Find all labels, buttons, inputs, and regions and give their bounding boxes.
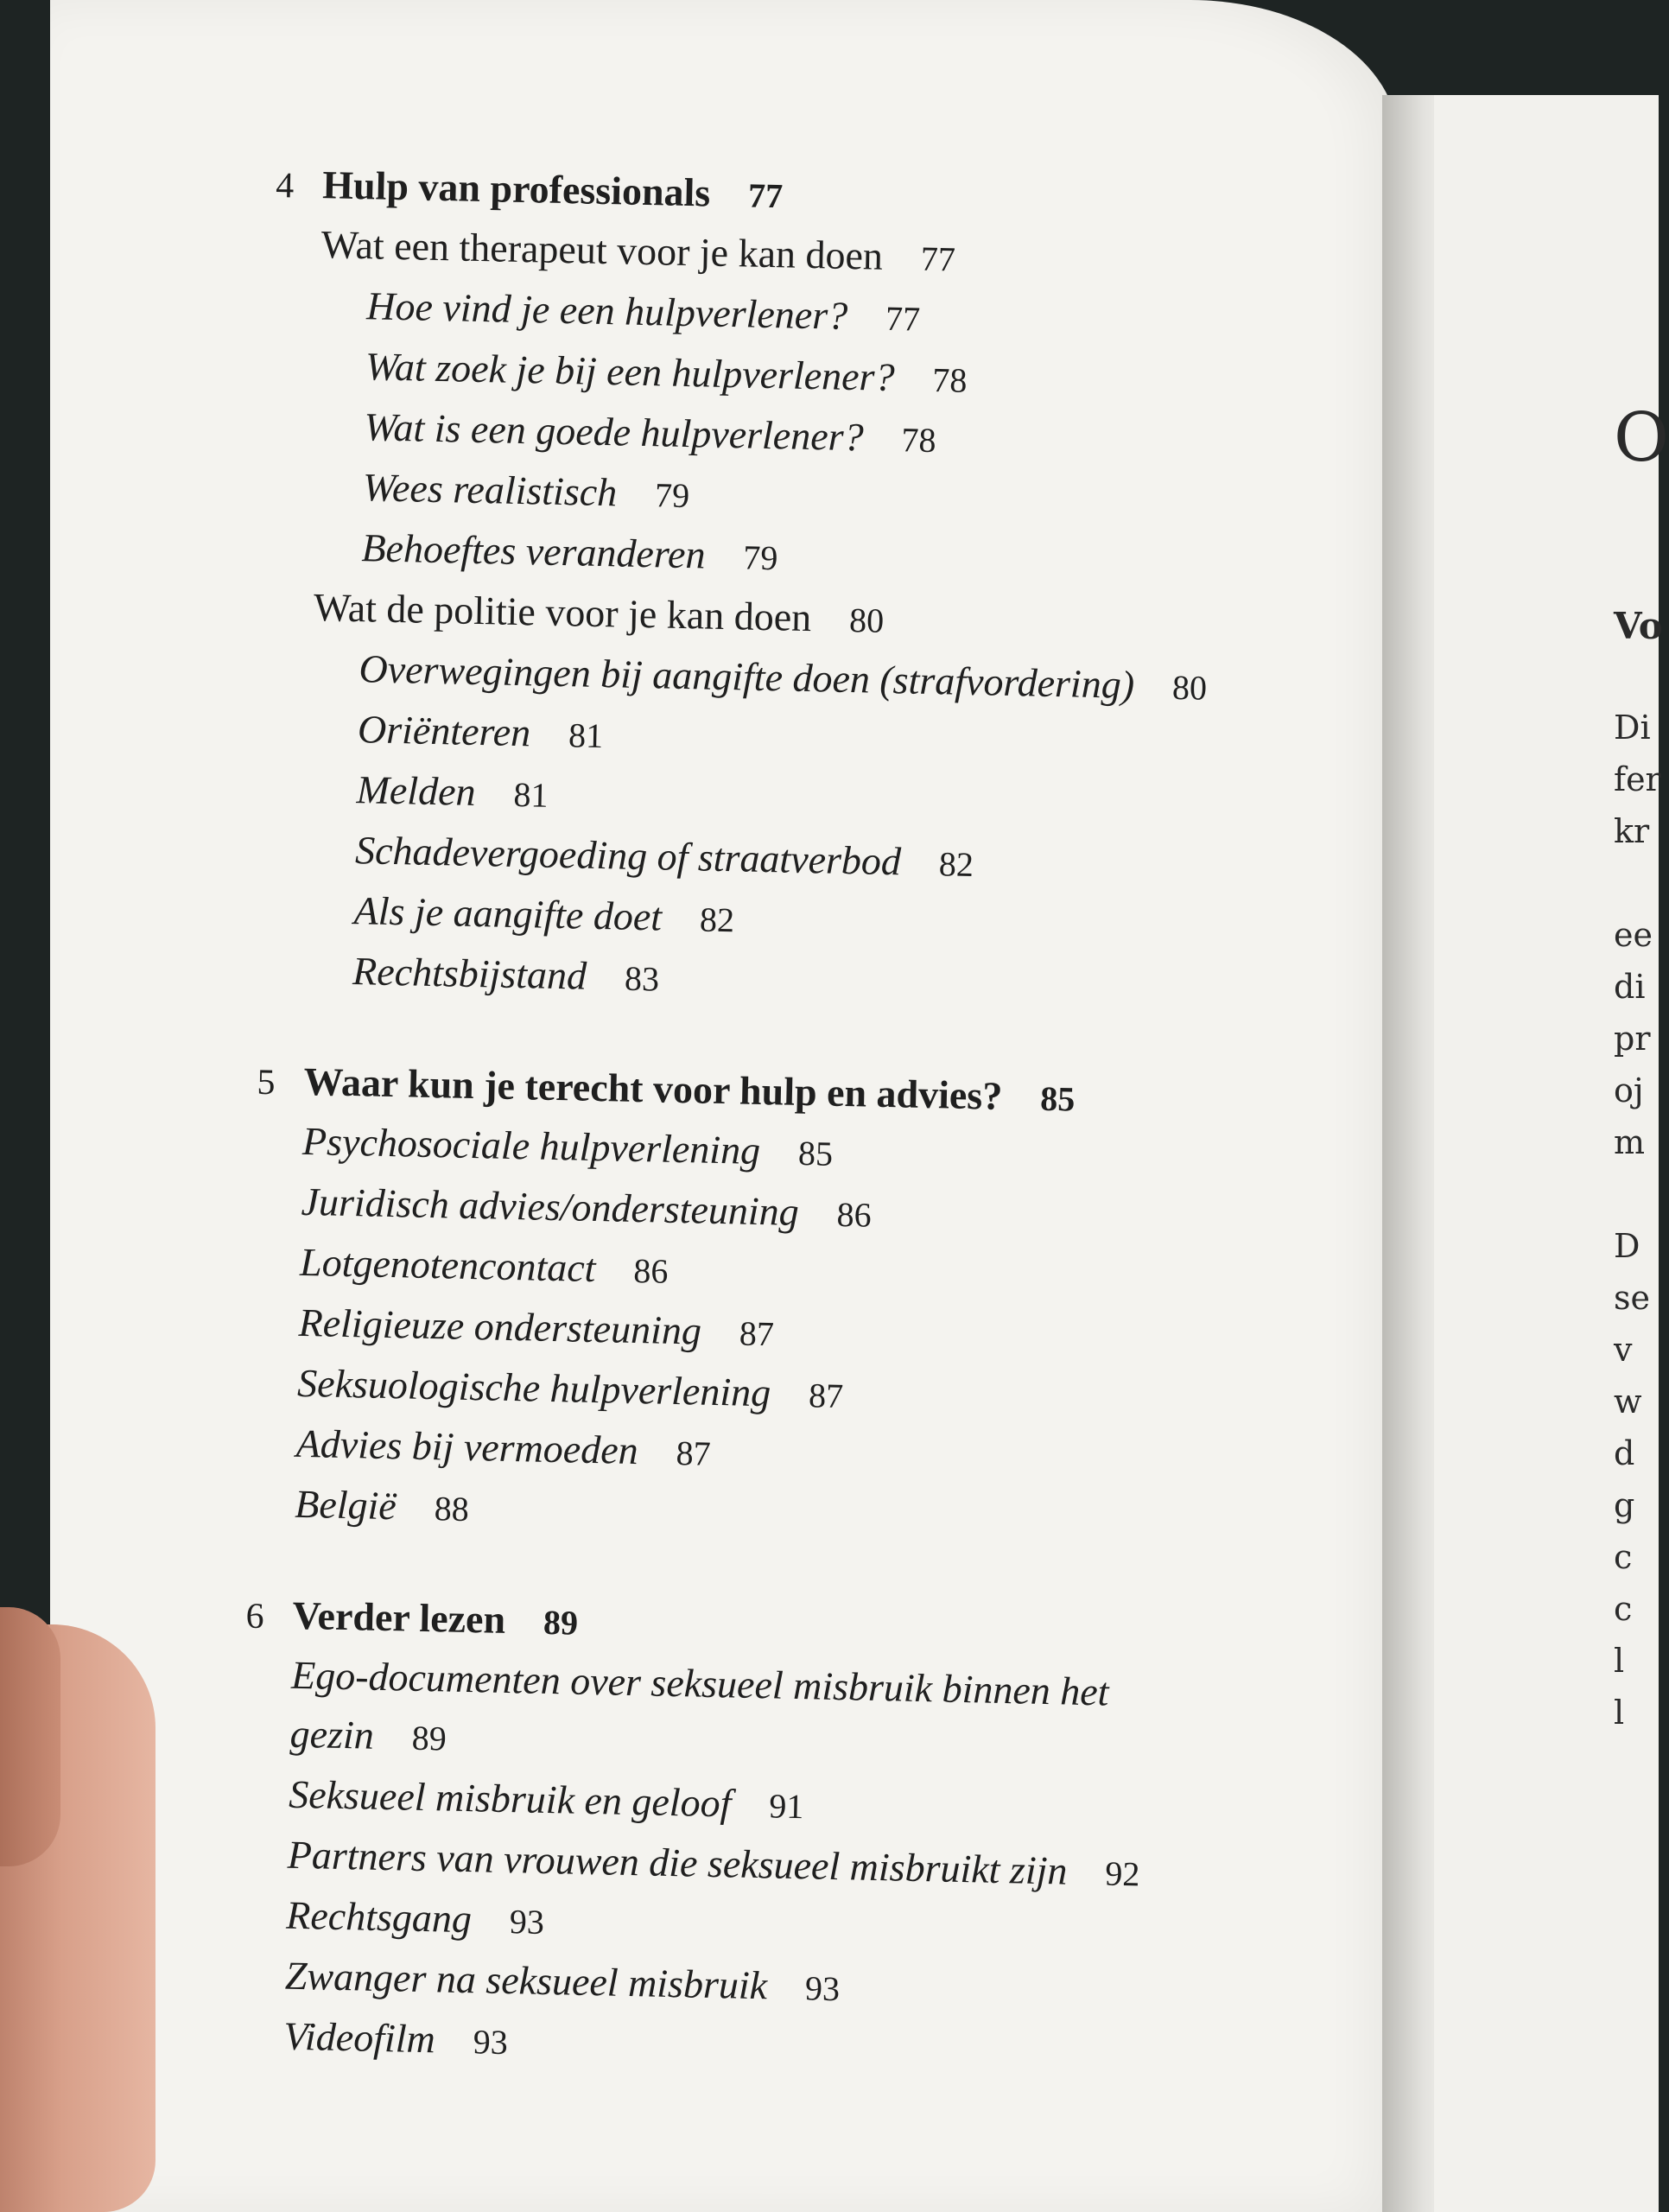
right-page-line: c bbox=[1614, 1538, 1633, 1576]
right-page-line: fer bbox=[1614, 760, 1661, 798]
page-number: 80 bbox=[848, 601, 885, 640]
page-number: 79 bbox=[742, 537, 778, 578]
page-number: 77 bbox=[747, 175, 784, 216]
item-title: Religieuze ondersteuning bbox=[298, 1300, 702, 1353]
item-title: Seksueel misbruik en geloof bbox=[288, 1771, 732, 1826]
right-page-line: Di bbox=[1614, 709, 1651, 747]
page-number: 87 bbox=[808, 1376, 844, 1416]
item-title: Ego-documenten over seksueel misbruik binnen het gezin bbox=[289, 1652, 1110, 1758]
right-page-line: m bbox=[1614, 1123, 1646, 1161]
thumb-shadow bbox=[0, 1607, 60, 1866]
item-title: Wat is een goede hulpverlener? bbox=[363, 404, 865, 460]
item-title: Oriënteren bbox=[357, 707, 531, 755]
item-title: België bbox=[294, 1481, 397, 1529]
right-page-line: c bbox=[1614, 1590, 1633, 1628]
item-title: Als je aangifte doet bbox=[353, 888, 663, 939]
section-title: Wat de politie voor je kan doen bbox=[313, 585, 812, 640]
item-title: Juridisch advies/ondersteuning bbox=[301, 1179, 800, 1234]
section-title: Wat een therapeut voor je kan doen bbox=[320, 222, 884, 278]
toc-item bbox=[243, 1645, 1156, 1783]
page-number: 93 bbox=[509, 1902, 545, 1942]
page-number: 82 bbox=[938, 844, 974, 885]
page-number: 85 bbox=[1039, 1078, 1076, 1119]
page-number: 86 bbox=[836, 1194, 873, 1235]
right-page-line: oj bbox=[1614, 1071, 1644, 1109]
item-title: Zwanger na seksueel misbruik bbox=[284, 1953, 768, 2008]
right-page-line: g bbox=[1614, 1486, 1635, 1524]
item-title: Rechtsbijstand bbox=[352, 949, 587, 998]
item-title: Rechtsgang bbox=[285, 1892, 473, 1942]
chapter-number: 6 bbox=[245, 1596, 265, 1637]
page-number: 89 bbox=[543, 1602, 579, 1643]
right-page-line: l bbox=[1614, 1694, 1625, 1732]
right-page-line: pr bbox=[1614, 1020, 1651, 1058]
chapter-number: 5 bbox=[257, 1062, 276, 1103]
right-page-line: ee bbox=[1614, 916, 1653, 954]
right-page-line: D bbox=[1614, 1227, 1640, 1265]
right-page-line: w bbox=[1614, 1382, 1642, 1421]
item-title: Schadevergoeding of straatverbod bbox=[354, 828, 902, 884]
right-page-line: d bbox=[1614, 1434, 1635, 1472]
item-title: Partners van vrouwen die seksueel misbruikt zijn bbox=[287, 1832, 1068, 1893]
page-number: 83 bbox=[624, 958, 660, 999]
page-number: 93 bbox=[804, 1968, 841, 2009]
right-page-heading: Vo bbox=[1614, 605, 1663, 647]
page-number: 78 bbox=[901, 420, 937, 461]
item-title: Melden bbox=[356, 767, 477, 814]
item-title: Advies bij vermoeden bbox=[295, 1421, 639, 1473]
page-number: 93 bbox=[473, 2022, 509, 2063]
page-number: 92 bbox=[1104, 1853, 1140, 1894]
right-page-line: v bbox=[1614, 1331, 1633, 1369]
right-page-line: di bbox=[1614, 968, 1646, 1006]
item-title: Wat zoek je bij een hulpverlener? bbox=[365, 344, 896, 400]
page-number: 86 bbox=[632, 1250, 669, 1291]
right-page-line: se bbox=[1614, 1279, 1650, 1317]
right-page-big-letter: O bbox=[1614, 399, 1669, 477]
page-number: 77 bbox=[885, 298, 921, 339]
item-title: Hoe vind je een hulpverlener? bbox=[365, 283, 848, 338]
table-of-contents bbox=[237, 156, 1313, 2088]
page-number: 77 bbox=[920, 238, 956, 279]
item-title: Psychosociale hulpverlening bbox=[301, 1118, 761, 1173]
page-number: 78 bbox=[931, 359, 968, 400]
item-title: Lotgenotencontact bbox=[299, 1239, 597, 1291]
chapter-number: 4 bbox=[275, 165, 295, 207]
page-number: 87 bbox=[739, 1313, 775, 1354]
page-number: 80 bbox=[1171, 667, 1208, 708]
item-title: Videofilm bbox=[282, 2013, 436, 2062]
page-number: 81 bbox=[513, 774, 549, 815]
item-title: Overwegingen bij aangifte doen (strafvordering) bbox=[359, 646, 1135, 707]
item-title: Wees realistisch bbox=[362, 465, 618, 515]
chapter-title: Waar kun je terecht voor hulp en advies? bbox=[303, 1058, 1003, 1118]
page-number: 82 bbox=[699, 899, 735, 940]
chapter-title: Hulp van professionals bbox=[321, 162, 711, 215]
item-title: Seksuologische hulpverlening bbox=[296, 1360, 771, 1415]
page-number: 89 bbox=[411, 1718, 447, 1758]
page-number: 79 bbox=[654, 475, 690, 516]
item-title: Behoeftes veranderen bbox=[360, 525, 707, 577]
page-number: 85 bbox=[797, 1133, 834, 1173]
page-number: 87 bbox=[676, 1433, 712, 1473]
page-number: 88 bbox=[434, 1489, 470, 1529]
right-page-line: kr bbox=[1614, 812, 1650, 850]
page-number: 91 bbox=[768, 1786, 804, 1827]
chapter-title: Verder lezen bbox=[292, 1592, 506, 1642]
right-page-line: l bbox=[1614, 1642, 1625, 1680]
page-number: 81 bbox=[568, 715, 604, 756]
